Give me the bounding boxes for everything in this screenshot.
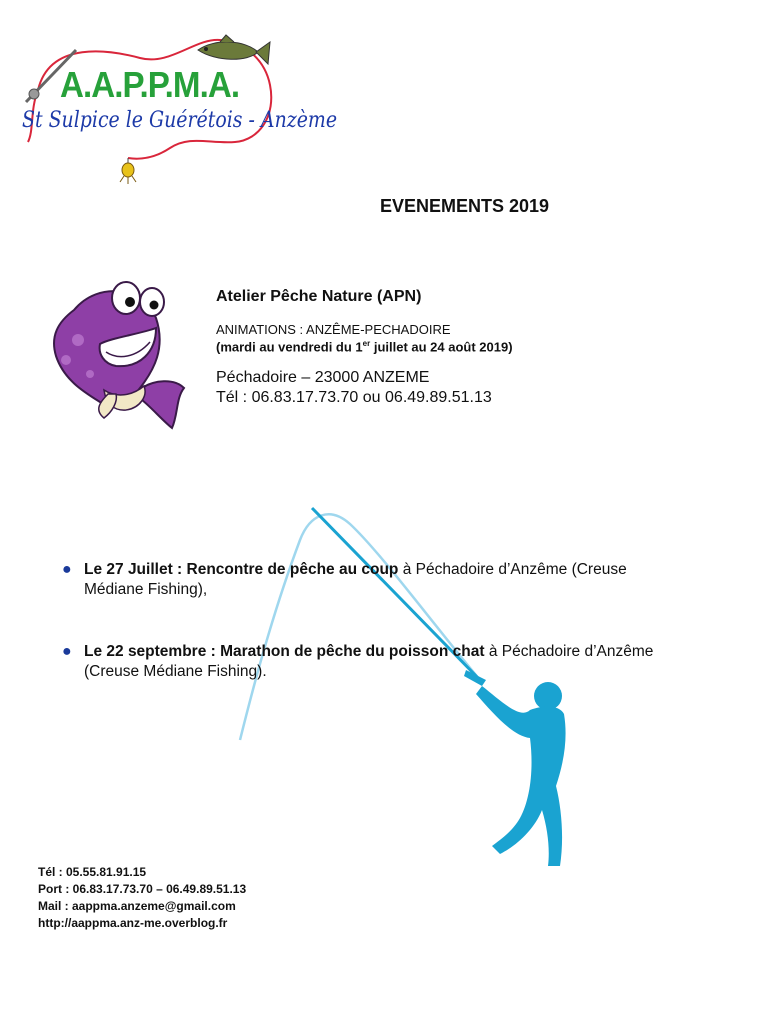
apn-place: Péchadoire – 23000 ANZEME (216, 369, 430, 387)
contact-mail[interactable]: Mail : aappma.anzeme@gmail.com (38, 899, 236, 913)
page-title: EVENEMENTS 2019 (380, 196, 550, 216)
event-title: Le 27 Juillet : Rencontre de pêche au coup (84, 561, 399, 578)
list-item (62, 642, 662, 682)
logo-subtitle: St Sulpice le Guérétois - Anzème (22, 108, 338, 133)
event-details: à Péchadoire d’Anzême (Creuse Médiane Fishing), (84, 561, 627, 598)
event-details: à Péchadoire d’Anzême (Creuse Médiane Fishing). (84, 643, 654, 680)
fish-mascot-icon (44, 270, 192, 435)
association-logo (20, 30, 338, 190)
bullet-icon: ● (62, 561, 72, 578)
contact-url[interactable]: http://aappma.anz-me.overblog.fr (38, 916, 228, 930)
lure-icon (120, 158, 136, 184)
apn-dates-sup: er (362, 339, 371, 348)
event-title: Le 22 septembre : Marathon de pêche du poisson chat (84, 643, 485, 660)
apn-dates-suffix: juillet au 24 août 2019) (370, 339, 513, 355)
apn-dates (216, 339, 736, 354)
logo-title: A.A.P.P.M.A. (60, 64, 240, 105)
contact-tel: Tél : 05.55.81.91.15 (38, 865, 147, 879)
apn-tel: Tél : 06.83.17.73.70 ou 06.49.89.51.13 (216, 389, 492, 407)
events-list (62, 560, 662, 724)
list-item (62, 560, 662, 600)
apn-title: Atelier Pêche Nature (APN) (216, 288, 422, 305)
apn-animations: ANIMATIONS : ANZÊME-PECHADOIRE (216, 322, 451, 337)
apn-section (216, 288, 736, 408)
bullet-icon: ● (62, 643, 72, 660)
contact-block (38, 864, 246, 932)
contact-port: Port : 06.83.17.73.70 – 06.49.89.51.13 (38, 882, 247, 896)
apn-dates-prefix: (mardi au vendredi du 1 (216, 339, 363, 355)
